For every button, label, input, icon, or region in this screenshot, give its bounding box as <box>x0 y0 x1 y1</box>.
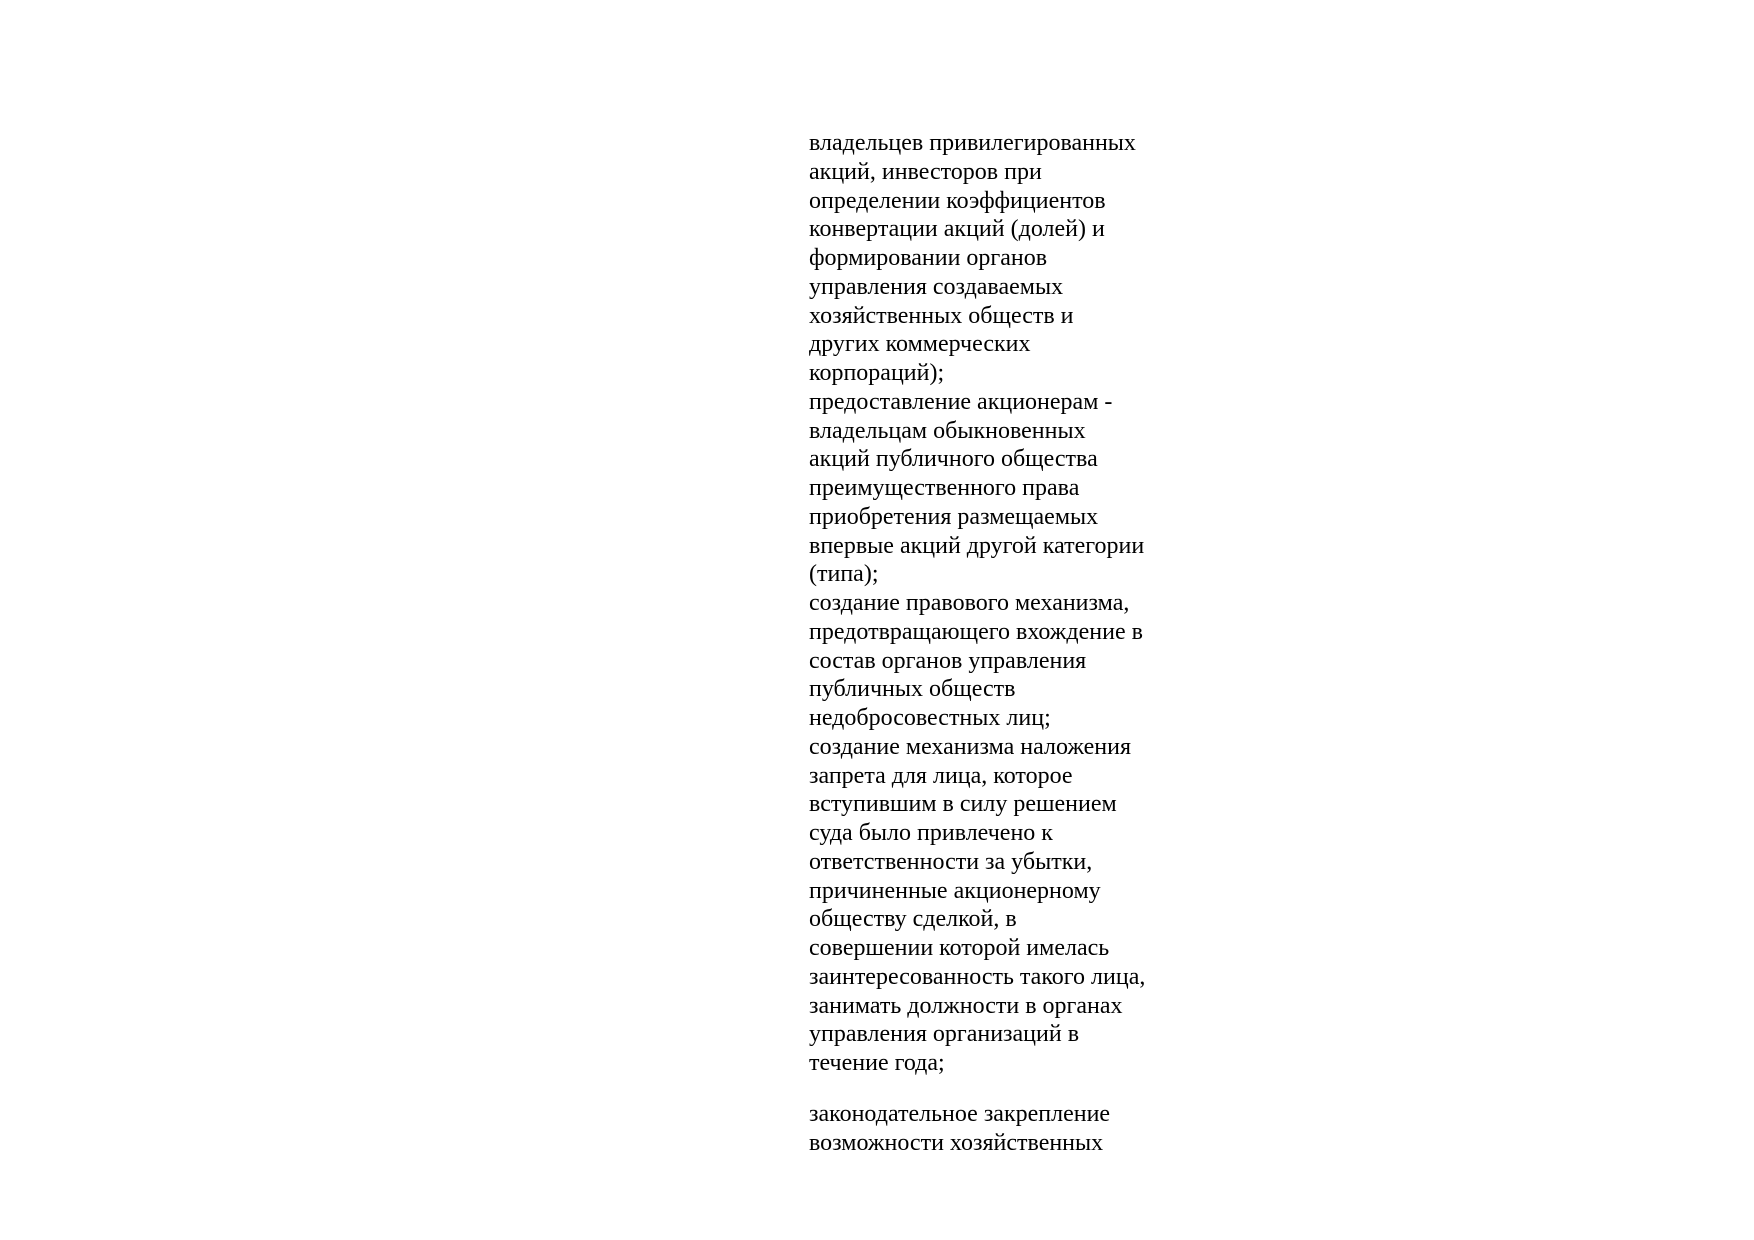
text-line: приобретения размещаемых <box>809 503 1099 530</box>
text-line: акций, инвесторов при <box>809 158 1042 185</box>
text-line: занимать должности в органах <box>809 992 1123 1019</box>
text-line: заинтересованность такого лица, <box>809 963 1146 990</box>
text-line: причиненные акционерному <box>809 877 1101 904</box>
text-line: законодательное закрепление <box>809 1100 1111 1127</box>
text-line: корпораций); <box>809 360 945 386</box>
text-line: вступившим в силу решением <box>809 791 1117 818</box>
text-line: создание механизма наложения <box>809 733 1131 760</box>
text-line: хозяйственных обществ и <box>809 302 1074 329</box>
text-line: владельцам обыкновенных <box>809 417 1086 444</box>
text-line: предотвращающего вхождение в <box>809 618 1143 645</box>
text-line: преимущественного права <box>809 475 1080 501</box>
text-line: недобросовестных лиц; <box>809 705 1051 731</box>
text-line: совершении которой имелась <box>809 935 1110 961</box>
text-line: суда было привлечено к <box>809 820 1053 846</box>
text-line: (типа); <box>809 561 879 588</box>
text-line: создание правового механизма, <box>809 590 1130 616</box>
paragraph-legislative-consolidation <box>809 1100 1189 1158</box>
text-line: предоставление акционерам - <box>809 388 1113 415</box>
text-column <box>809 129 1189 1157</box>
text-line: других коммерческих <box>809 331 1031 358</box>
text-line: впервые акций другой категории <box>809 532 1145 559</box>
text-line: ответственности за убытки, <box>809 848 1093 875</box>
text-line: состав органов управления <box>809 647 1087 674</box>
text-line: конвертации акций (долей) и <box>809 216 1105 243</box>
paragraph-rights-and-mechanisms <box>809 129 1189 1078</box>
text-line: течение года; <box>809 1050 945 1076</box>
text-line: владельцев привилегированных <box>809 130 1136 156</box>
text-line: публичных обществ <box>809 676 1016 703</box>
text-line: запрета для лица, которое <box>809 762 1073 789</box>
text-line: управления создаваемых <box>809 273 1064 300</box>
text-line: управления организаций в <box>809 1021 1080 1048</box>
text-line: возможности хозяйственных <box>809 1129 1104 1156</box>
text-line: акций публичного общества <box>809 446 1098 473</box>
text-line: формировании органов <box>809 245 1048 271</box>
text-line: обществу сделкой, в <box>809 906 1017 933</box>
text-line: определении коэффициентов <box>809 187 1106 214</box>
